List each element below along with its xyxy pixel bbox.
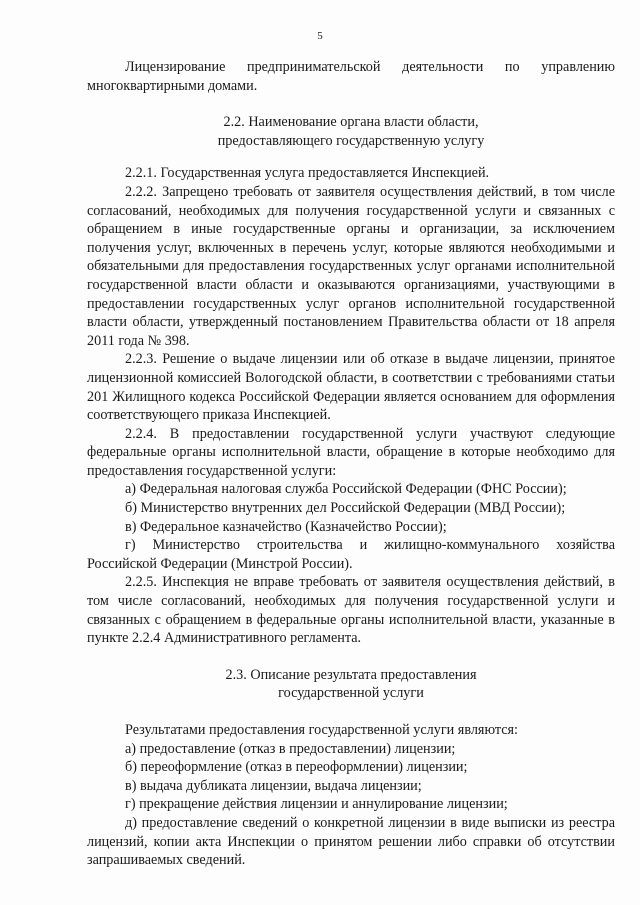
intro-paragraph: Лицензирование предпринимательской деятельности по управлению многоквартирными домами. bbox=[87, 59, 615, 94]
paragraph-2-2-2: 2.2.2. Запрещено требовать от заявителя осуществления действий, в том числе согласований, необходимых для получения государственной услуги и связанных с обращением в иные государственные органы и организации, за исключением получения услуг, включенных в перечень услуг, которые являются необходимыми и обязательными для предоставления государственных услуг органами исполнительной государственной власти области и оказываются организациями, участвующими в предоставлении государственных услуг органов исполнительной государственной власти области, утвержденный постановлением Правительства области от 18 апреля 2011 года № 398. bbox=[87, 183, 615, 349]
section-2-2-heading-line1: 2.2. Наименование органа власти области, bbox=[223, 114, 479, 131]
document-body bbox=[87, 58, 615, 870]
paragraph-2-2-5: 2.2.5. Инспекция не вправе требовать от заявителя осуществления действий, в том числе согласований, необходимых для получения государственной услуги и связанных с обращением в федеральные органы исполнительной власти, указанные в пункте 2.2.4 Административного регламента. bbox=[87, 574, 615, 647]
list-item-2-2-4-d: г) Министерство строительства и жилищно-коммунального хозяйства Российской Федерации (Минстрой России). bbox=[87, 537, 615, 572]
section-2-3-heading-line1: 2.3. Описание результата предоставления bbox=[225, 666, 477, 683]
page-number: 5 bbox=[317, 30, 323, 42]
result-item-c: в) выдача дубликата лицензии, выдача лицензии; bbox=[125, 777, 422, 794]
paragraph-2-2-1: 2.2.1. Государственная услуга предоставляется Инспекцией. bbox=[125, 165, 490, 182]
list-item-2-2-4-b: б) Министерство внутренних дел Российской Федерации (МВД России); bbox=[125, 500, 566, 517]
section-2-3-heading-line2: государственной услуги bbox=[278, 685, 424, 702]
list-item-2-2-4-c: в) Федеральное казначейство (Казначейство России); bbox=[125, 518, 447, 535]
section-2-2-heading-line2: предоставляющего государственную услугу bbox=[217, 132, 485, 149]
result-item-e: д) предоставление сведений о конкретной лицензии в виде выписки из реестра лицензий, копии акта Инспекции о принятом решении либо справки об отсутствии запрашиваемых сведений. bbox=[87, 814, 615, 869]
result-item-d: г) прекращение действия лицензии и аннулирование лицензии; bbox=[125, 796, 508, 813]
result-item-b: б) переоформление (отказ в переоформлении) лицензии; bbox=[125, 759, 468, 776]
section-2-3-lead: Результатами предоставления государственной услуги являются: bbox=[125, 722, 519, 738]
paragraph-2-2-3: 2.2.3. Решение о выдаче лицензии или об отказе в выдаче лицензии, принятое лицензионной комиссией Вологодской области, в соответствии с требованиями статьи 201 Жилищного кодекса Российской Федерации является основанием для оформления соответствующего приказа Инспекцией. bbox=[87, 351, 615, 424]
paragraph-2-2-4: 2.2.4. В предоставлении государственной услуги участвуют следующие федеральные органы исполнительной власти, обращение в которые необходимо для предоставления государственной услуги: bbox=[87, 425, 615, 479]
result-item-a: а) предоставление (отказ в предоставлении) лицензии; bbox=[125, 740, 456, 757]
list-item-2-2-4-a: а) Федеральная налоговая служба Российской Федерации (ФНС России); bbox=[125, 481, 567, 498]
